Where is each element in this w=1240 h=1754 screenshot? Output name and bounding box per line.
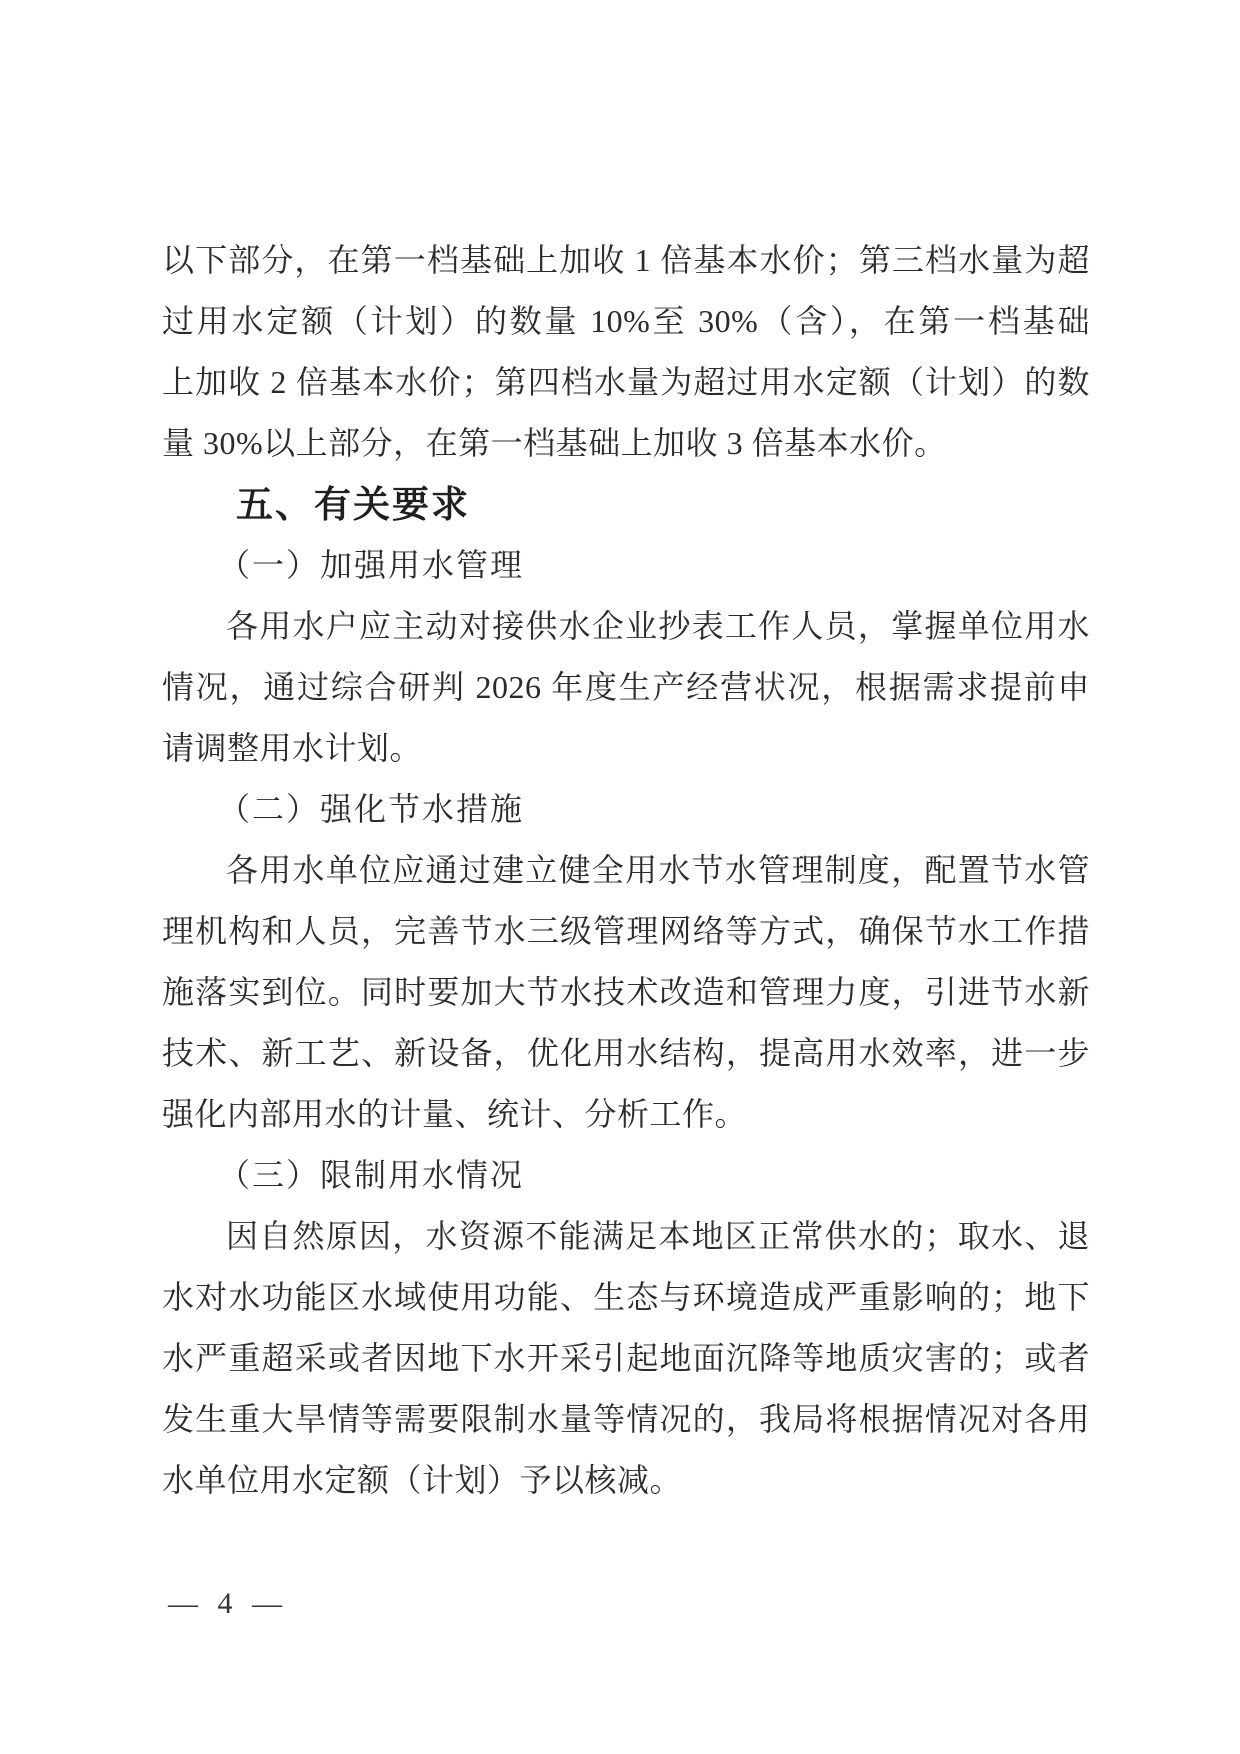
document-line: 过用水定额（计划）的数量 10%至 30%（含），在第一档基础 [162, 303, 1090, 339]
document-line: 量 30%以上部分，在第一档基础上加收 3 倍基本水价。 [162, 425, 947, 461]
document-line: 理机构和人员，完善节水三级管理网络等方式，确保节水工作措 [162, 913, 1090, 949]
document-line: 各用水单位应通过建立健全用水节水管理制度，配置节水管 [226, 852, 1090, 888]
document-line: 水对水功能区水域使用功能、生态与环境造成严重影响的；地下 [162, 1279, 1090, 1315]
section-heading: 五、有关要求 [236, 484, 470, 525]
page-number: — 4 — [168, 1587, 288, 1620]
document-line: 情况，通过综合研判 2026 年度生产经营状况，根据需求提前申 [162, 669, 1090, 705]
subsection-heading: （二）强化节水措施 [218, 791, 525, 827]
document-line: 强化内部用水的计量、统计、分析工作。 [162, 1096, 748, 1132]
document-body [162, 230, 1090, 1511]
document-line: 因自然原因，水资源不能满足本地区正常供水的；取水、退 [226, 1218, 1090, 1254]
document-line: 以下部分，在第一档基础上加收 1 倍基本水价；第三档水量为超 [162, 242, 1090, 278]
document-line: 水严重超采或者因地下水开采引起地面沉降等地质灾害的；或者 [162, 1340, 1090, 1376]
document-line: 发生重大旱情等需要限制水量等情况的，我局将根据情况对各用 [162, 1401, 1090, 1437]
document-line: 水单位用水定额（计划）予以核减。 [162, 1462, 683, 1498]
document-line: 各用水户应主动对接供水企业抄表工作人员，掌握单位用水 [226, 608, 1090, 644]
document-line: 技术、新工艺、新设备，优化用水结构，提高用水效率，进一步 [162, 1035, 1090, 1071]
subsection-heading: （一）加强用水管理 [218, 547, 525, 583]
document-line: 施落实到位。同时要加大节水技术改造和管理力度，引进节水新 [162, 974, 1090, 1010]
document-line: 上加收 2 倍基本水价；第四档水量为超过用水定额（计划）的数 [162, 364, 1090, 400]
subsection-heading: （三）限制用水情况 [218, 1157, 525, 1193]
document-line: 请调整用水计划。 [162, 730, 423, 766]
